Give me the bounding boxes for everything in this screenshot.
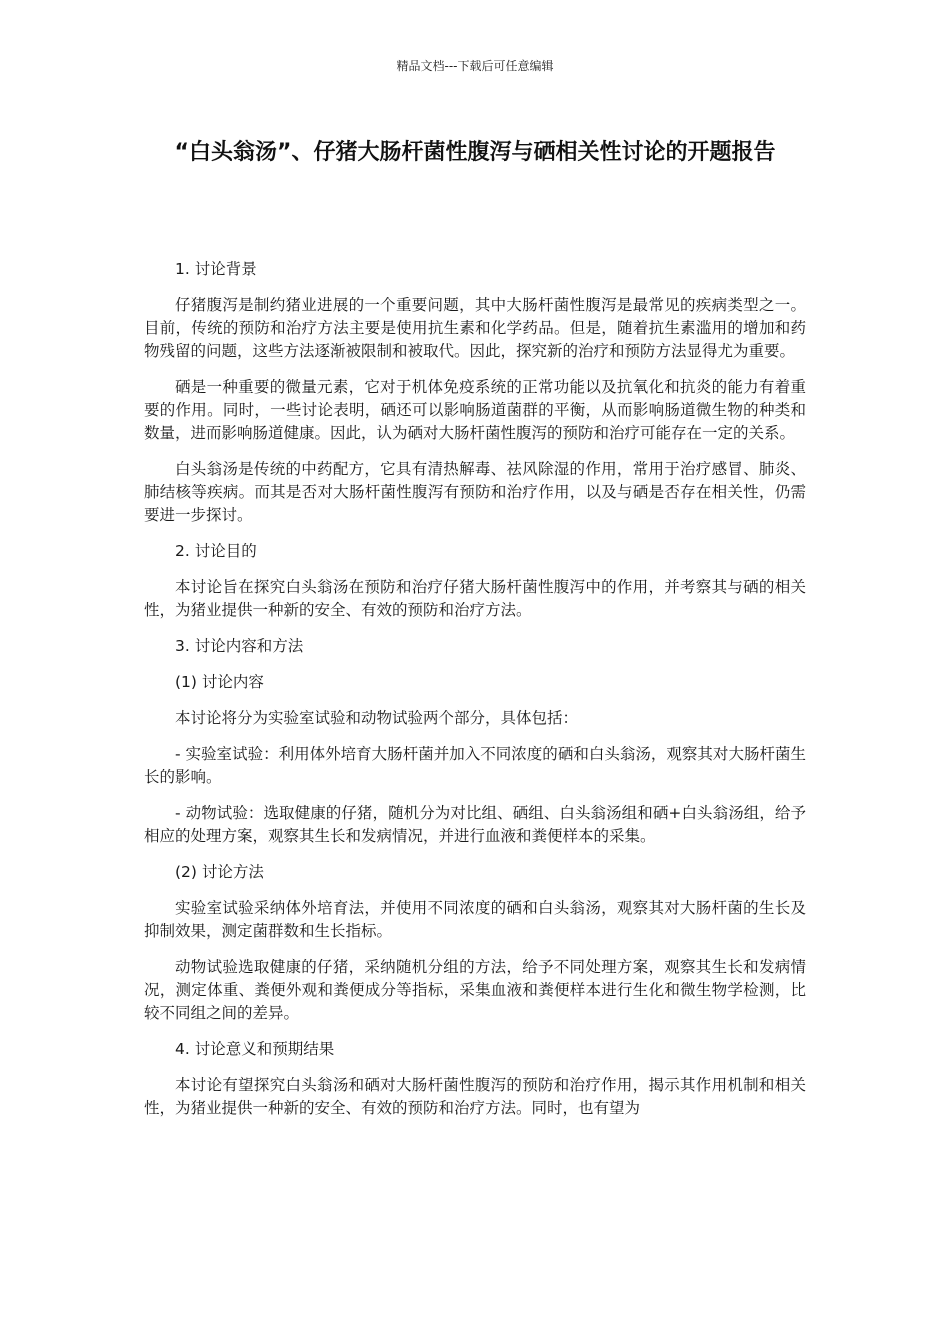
list-item: - 动物试验：选取健康的仔猪，随机分为对比组、硒组、白头翁汤组和硒+白头翁汤组，给予相应的处理方案，观察其生长和发病情况，并进行血液和粪便样本的采集。 (144, 804, 806, 845)
paragraph: 本讨论将分为实验室试验和动物试验两个部分，具体包括： (175, 709, 579, 727)
page-header: 精品文档---下载后可任意编辑 (396, 59, 554, 73)
section-heading-significance: 4. 讨论意义和预期结果 (175, 1040, 335, 1058)
section-heading-content-methods: 3. 讨论内容和方法 (175, 637, 304, 655)
paragraph: 硒是一种重要的微量元素，它对于机体免疫系统的正常功能以及抗氧化和抗炎的能力有着重要的作用。同时，一些讨论表明，硒还可以影响肠道菌群的平衡，从而影响肠道微生物的种类和数量，进而影响肠道健康。因此，认为硒对大肠杆菌性腹泻的预防和治疗可能存在一定的关系。 (144, 378, 806, 442)
document-body (144, 258, 806, 1133)
paragraph: 本讨论有望探究白头翁汤和硒对大肠杆菌性腹泻的预防和治疗作用，揭示其作用机制和相关性，为猪业提供一种新的安全、有效的预防和治疗方法。同时，也有望为 (144, 1076, 806, 1117)
list-item: - 实验室试验：利用体外培育大肠杆菌并加入不同浓度的硒和白头翁汤，观察其对大肠杆菌生长的影响。 (144, 745, 806, 786)
subsection-heading-methods: (2) 讨论方法 (175, 863, 264, 881)
paragraph: 白头翁汤是传统的中药配方，它具有清热解毒、祛风除湿的作用，常用于治疗感冒、肺炎、肺结核等疾病。而其是否对大肠杆菌性腹泻有预防和治疗作用，以及与硒是否存在相关性，仍需要进一步探讨。 (144, 460, 806, 524)
paragraph: 实验室试验采纳体外培育法，并使用不同浓度的硒和白头翁汤，观察其对大肠杆菌的生长及抑制效果，测定菌群数和生长指标。 (144, 899, 806, 940)
section-heading-purpose: 2. 讨论目的 (175, 542, 257, 560)
section-heading-background: 1. 讨论背景 (175, 260, 257, 278)
document-title: “白头翁汤”、仔猪大肠杆菌性腹泻与硒相关性讨论的开题报告 (174, 140, 776, 165)
subsection-heading-content: (1) 讨论内容 (175, 673, 264, 691)
paragraph: 动物试验选取健康的仔猪，采纳随机分组的方法，给予不同处理方案，观察其生长和发病情况，测定体重、粪便外观和粪便成分等指标，采集血液和粪便样本进行生化和微生物学检测，比较不同组之间的差异。 (144, 958, 806, 1022)
paragraph: 仔猪腹泻是制约猪业进展的一个重要问题，其中大肠杆菌性腹泻是最常见的疾病类型之一。目前，传统的预防和治疗方法主要是使用抗生素和化学药品。但是，随着抗生素滥用的增加和药物残留的问题，这些方法逐渐被限制和被取代。因此，探究新的治疗和预防方法显得尤为重要。 (144, 296, 806, 360)
paragraph: 本讨论旨在探究白头翁汤在预防和治疗仔猪大肠杆菌性腹泻中的作用，并考察其与硒的相关性，为猪业提供一种新的安全、有效的预防和治疗方法。 (144, 578, 806, 619)
